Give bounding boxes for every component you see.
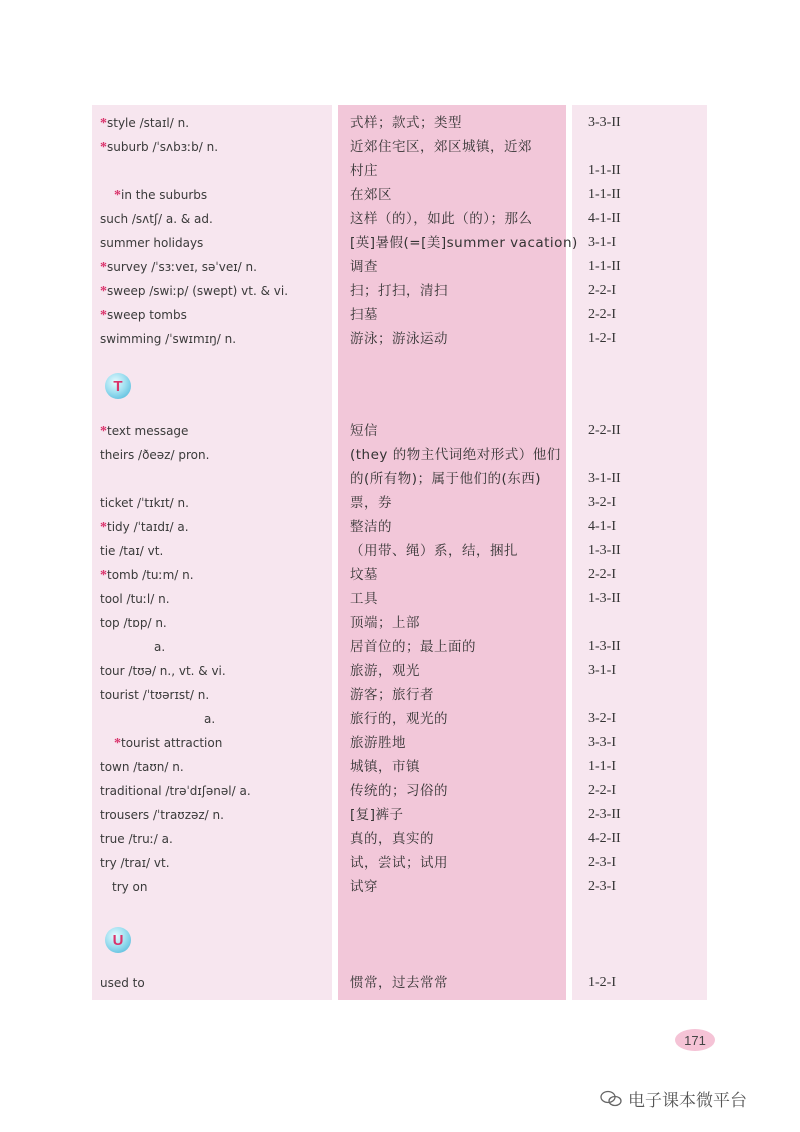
entry-meaning: 传统的；习俗的 [350,783,448,799]
starred-marker: * [100,284,107,299]
entry-meaning: 旅游，观光 [350,663,420,679]
entry-word [100,114,189,133]
entry-word [100,974,145,993]
entry-word [100,590,170,609]
entry-word [204,710,215,729]
entry-meaning: 扫墓 [350,307,378,323]
entry-headword: tomb /tuːm/ n. [107,568,194,582]
entry-meaning: 票，券 [350,495,392,511]
entry-word [100,210,213,229]
entry-word [100,758,184,777]
entry-headword: trousers /ˈtraʊzəz/ n. [100,808,224,822]
starred-marker: * [114,188,121,203]
entry-headword: tour /tʊə/ n., vt. & vi. [100,664,226,678]
entry-word [100,782,251,801]
entry-meaning: 试穿 [350,879,378,895]
entry-meaning: 近郊住宅区，郊区城镇，近郊 [350,139,532,155]
entry-headword: tool /tuːl/ n. [100,592,170,606]
entry-headword: top /tɒp/ n. [100,616,167,630]
entry-unit: 1-3-II [588,591,621,606]
entry-word [100,830,173,849]
entry-headword: ticket /ˈtɪkɪt/ n. [100,496,189,510]
entry-meaning: 试，尝试；试用 [350,855,448,871]
entry-unit: 3-1-I [588,663,616,678]
entry-unit: 2-2-I [588,283,616,298]
entry-word [100,566,194,585]
entry-meaning: 旅行的，观光的 [350,711,448,727]
entry-word [100,614,167,633]
entry-headword: survey /ˈsɜːveɪ, səˈveɪ/ n. [107,260,257,274]
entry-headword: try on [112,880,148,894]
entry-meaning: 扫；打扫，清扫 [350,283,448,299]
watermark [600,1086,747,1111]
entry-headword: summer holidays [100,236,204,250]
entry-headword: try /traɪ/ vt. [100,856,170,870]
entry-meaning: [复]裤子 [350,807,404,823]
entry-headword: style /staɪl/ n. [107,116,190,130]
entry-headword: theirs /ðeəz/ pron. [100,448,210,462]
entry-meaning: 整洁的 [350,519,392,535]
entry-headword: text message [107,424,189,438]
section-u-icon [105,927,131,953]
entry-headword: traditional /trəˈdɪʃənəl/ a. [100,784,251,798]
entry-meaning: 城镇，市镇 [350,759,420,775]
entry-meaning: 居首位的；最上面的 [350,639,476,655]
entry-unit: 1-3-II [588,543,621,558]
entry-unit: 2-3-I [588,879,616,894]
starred-marker: * [114,736,121,751]
entry-unit: 1-1-II [588,187,621,202]
entry-word [114,734,222,753]
entry-headword: swimming /ˈswɪmɪŋ/ n. [100,332,237,346]
entry-meaning: 游泳；游泳运动 [350,331,448,347]
entry-headword: sweep /swiːp/ (swept) vt. & vi. [107,284,289,298]
entry-headword: in the suburbs [121,188,208,202]
wechat-icon [600,1090,622,1108]
entry-headword: a. [154,640,166,654]
entry-unit: 1-2-I [588,975,616,990]
entry-headword: tourist attraction [121,736,223,750]
starred-marker: * [100,260,107,275]
entry-word [100,806,224,825]
entry-unit: 4-2-II [588,831,621,846]
entry-word [100,258,257,277]
entry-meaning: (they 的物主代词绝对形式）他们 [350,447,561,463]
entry-unit: 1-1-I [588,759,616,774]
entry-meaning: 式样；款式；类型 [350,115,462,131]
entry-word [100,542,163,561]
section-t-icon [105,373,131,399]
entry-meaning: [英]暑假(=[美]summer vacation) [350,235,578,251]
entry-unit: 3-2-I [588,495,616,510]
entry-headword: a. [204,712,216,726]
entry-meaning: 在郊区 [350,187,392,203]
entry-headword: sweep tombs [107,308,187,322]
starred-marker: * [100,140,107,155]
entry-word [100,518,189,537]
entry-unit: 1-1-II [588,259,621,274]
entry-word [100,138,218,157]
starred-marker: * [100,308,107,323]
entry-unit: 2-2-I [588,567,616,582]
entry-headword: tidy /ˈtaɪdɪ/ a. [107,520,189,534]
entry-meaning: 的(所有物)；属于他们的(东西) [350,471,542,487]
section-t-letter: T [113,377,123,395]
starred-marker: * [100,568,107,583]
entry-meaning: 坟墓 [350,567,378,583]
entry-unit: 2-3-I [588,855,616,870]
entry-word [100,446,209,465]
starred-marker: * [100,520,107,535]
entry-word [100,282,288,301]
entry-word [112,878,148,897]
entry-meaning: 调查 [350,259,378,275]
entry-meaning: 顶端；上部 [350,615,420,631]
entry-meaning: 这样（的），如此（的）；那么 [350,211,533,227]
entry-unit: 4-1-II [588,211,621,226]
entry-word [154,638,165,657]
entry-unit: 4-1-I [588,519,616,534]
entry-word [100,494,189,513]
entry-word [100,662,226,681]
page-number-text: 171 [684,1032,706,1048]
entry-unit: 3-3-II [588,115,621,130]
entry-unit: 2-2-I [588,307,616,322]
entry-meaning: （用带、绳）系，结，捆扎 [350,543,518,559]
entry-headword: suburb /ˈsʌbɜːb/ n. [107,140,219,154]
starred-marker: * [100,116,107,131]
entry-meaning: 短信 [350,423,378,439]
section-u-letter: U [112,931,124,949]
entry-headword: tourist /ˈtʊərɪst/ n. [100,688,210,702]
entry-unit: 1-3-II [588,639,621,654]
entry-headword: used to [100,976,145,990]
entry-unit: 3-3-I [588,735,616,750]
entry-unit: 2-2-II [588,423,621,438]
entry-meaning: 村庄 [350,163,378,179]
entry-word [114,186,207,205]
entry-word [100,422,188,441]
entry-unit: 2-2-I [588,783,616,798]
watermark-text: 电子课本微平台 [628,1091,747,1111]
entry-word [100,306,187,325]
entry-headword: true /truː/ a. [100,832,173,846]
entry-meaning: 游客；旅行者 [350,687,434,703]
entry-meaning: 旅游胜地 [350,735,406,751]
entry-meaning: 真的，真实的 [350,831,434,847]
entry-meaning: 工具 [350,591,378,607]
entry-unit: 3-1-I [588,235,616,250]
entry-unit: 3-2-I [588,711,616,726]
entry-word [100,686,209,705]
entry-unit: 1-1-II [588,163,621,178]
entry-headword: tie /taɪ/ vt. [100,544,164,558]
entry-word [100,234,203,253]
entry-headword: such /sʌtʃ/ a. & ad. [100,212,213,226]
entry-word [100,330,236,349]
entry-word [100,854,170,873]
entry-unit: 1-2-I [588,331,616,346]
entry-unit: 2-3-II [588,807,621,822]
entry-headword: town /taʊn/ n. [100,760,184,774]
entry-meaning: 惯常，过去常常 [350,975,448,991]
entry-unit: 3-1-II [588,471,621,486]
page-number [675,1029,715,1051]
starred-marker: * [100,424,107,439]
